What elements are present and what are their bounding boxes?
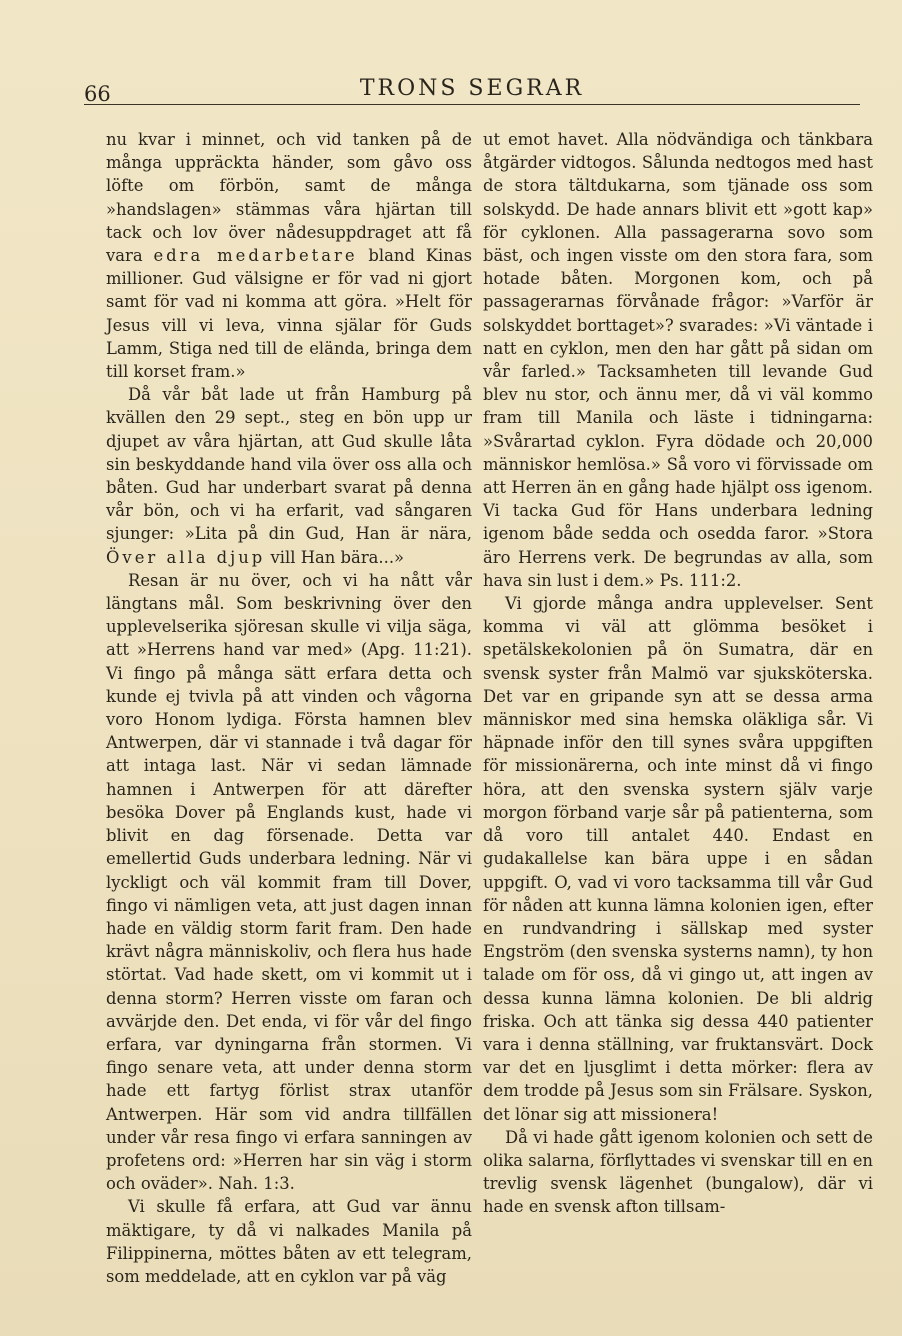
page-number: 66: [84, 82, 111, 106]
emphasized-text: Över alla djup: [106, 547, 266, 567]
left-paragraph-2: [106, 383, 472, 569]
left-column: [106, 128, 472, 1288]
left-paragraph-3: Resan är nu över, och vi ha nått vår längtans mål. Som beskrivning över den upplevelserika sjöresan skulle vi vilja säga, att »Herrens hand var med» (Apg. 11:21). Vi fingo på många sätt erfara detta och kunde ej tvivla på att vinden och vågorna voro Honom lydiga. Första hamnen blev Antwerpen, där vi stannade i två dagar för att intaga last. När vi sedan lämnade hamnen i Antwerpen för att därefter besöka Dover på Englands kust, hade vi blivit en dag försenade. Detta var emellertid Guds underbara ledning. När vi lyckligt och väl kommit fram till Dover, fingo vi nämligen veta, att just dagen innan hade en väldig storm farit fram. Den hade krävt några människoliv, och flera hus hade störtat. Vad hade skett, om vi kommit ut i denna storm? Herren visste om faran och avvärjde den. Det enda, vi för vår del fingo erfara, var dyningarna från stormen. Vi fingo senare veta, att under denna storm hade ett fartyg förlist strax utanför Antwerpen. Här som vid andra tillfällen under vår resa fingo vi erfara sanningen av profetens ord: »Herren har sin väg i storm och oväder». Nah. 1:3.: [106, 570, 472, 1194]
paragraph-text: vill Han bära...»: [270, 547, 405, 567]
page-header: [84, 74, 860, 106]
emphasized-text: edra medarbetare: [153, 246, 358, 266]
paragraph-text: Då vår båt lade ut från Hamburg på kvällen den 29 sept., steg en bön upp ur djupet av våra hjärtan, att Gud skulle låta sin beskyddande hand vila över oss alla och båten. Gud har underbart svarat på denna vår bön, och vi ha erfarit, vad sångaren sjunger: »Lita på din Gud, Han är nära,: [106, 385, 472, 544]
running-title: TRONS SEGRAR: [359, 76, 585, 101]
header-rule: [84, 104, 860, 105]
left-paragraph-1: [106, 128, 472, 383]
right-paragraph-1: ut emot havet. Alla nödvändiga och tänkbara åtgärder vidtogos. Sålunda nedtogos med hast de stora tältdukarna, som tjänade oss som solskydd. De hade annars blivit ett »gott kap» för cyklonen. Alla passagerarna sovo som bäst, och ingen visste om den stora fara, som hotade båten. Morgonen kom, och på passagerarnas förvånade frågor: »Varför är solskyddet borttaget»? svarades: »Vi väntade i natt en cyklon, men den har gått på sidan om vår farled.» Tacksamheten till levande Gud blev nu stor, och ännu mer, då vi väl kommo fram till Manila och läste i tidningarna: »Svårartad cyklon. Fyra dödade och 20,000 människor hemlösa.» Så voro vi förvissade om att Herren än en gång hade hjälpt oss igenom. Vi tacka Gud för Hans underbara ledning igenom både sedda och osedda faror. »Stora äro Herrens verk. De begrundas av alla, som hava sin lust i dem.» Ps. 111:2.: [483, 130, 873, 590]
paragraph-text: nu kvar i minnet, och vid tanken på de många uppräckta händer, som gåvo oss löfte om förbön, samt de många »handslagen» stämmas våra hjärtan till tack och lov över nådesuppdraget att få vara: [106, 130, 472, 266]
right-paragraph-2: Vi gjorde många andra upplevelser. Sent komma vi väl att glömma besöket i spetälskekolonien på ön Sumatra, där en svensk syster från Malmö var sjuksköterska. Det var en gripande syn att se dessa arma människor med sina hemska oläkliga sår. Vi häpnade inför den till synes svåra uppgiften för missionärerna, och inte minst då vi fingo höra, att den svenska systern själv varje morgon förband varje sår på patienterna, som då voro till antalet 440. Endast en gudakallelse kan bära uppe i en sådan uppgift. O, vad vi voro tacksamma till vår Gud för nåden att kunna lämna kolonien igen, efter en rundvandring i sällskap med syster Engström (den svenska systerns namn), ty hon talade om för oss, då vi gingo ut, att ingen av dessa kunna lämna kolonien. De bli aldrig friska. Och att tänka sig dessa 440 patienter vara i denna ställning, var fruktansvärt. Dock var det en ljusglimt i detta mörker: flera av dem trodde på Jesus som sin Frälsare. Syskon, det lönar sig att missionera!: [483, 594, 873, 1124]
right-column: [483, 128, 873, 1219]
left-paragraph-4: Vi skulle få erfara, att Gud var ännu mäktigare, ty då vi nalkades Manila på Filippinerna, möttes båten av ett telegram, som meddelade, att en cyklon var på väg: [106, 1197, 472, 1286]
paragraph-text: bland Kinas millioner. Gud välsigne er för vad ni gjort samt för vad ni komma att göra. »Helt för Jesus vill vi leva, vinna själar för Guds Lamm, Stiga ned till de elända, bringa dem till korset fram.»: [106, 246, 473, 382]
right-paragraph-3: Då vi hade gått igenom kolonien och sett de olika salarna, förflyttades vi svenskar till en en trevlig svensk lägenhet (bungalow), där vi hade en svensk afton tillsam-: [483, 1127, 873, 1217]
